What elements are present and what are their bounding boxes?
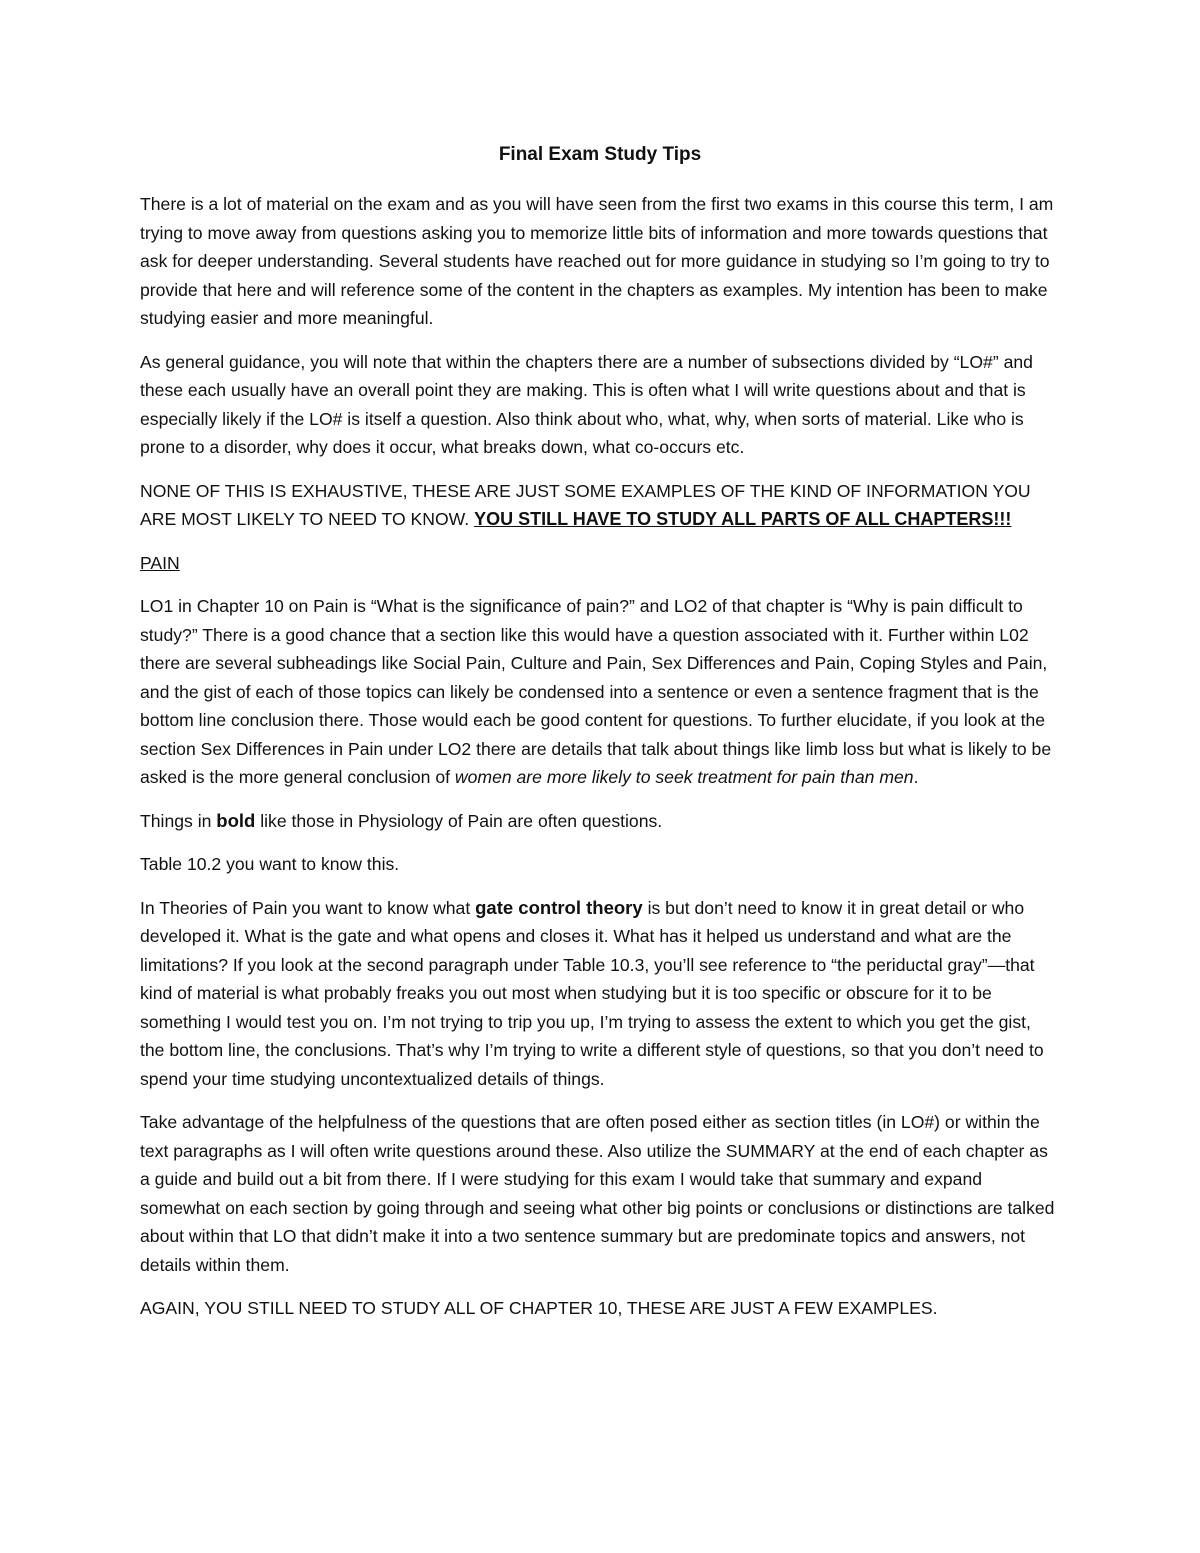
theories-pre: In Theories of Pain you want to know what [140,897,476,918]
disclaimer-emphasis: YOU STILL HAVE TO STUDY ALL PARTS OF ALL CHAPTERS!!! [474,509,1012,529]
theories-post: is but don’t need to know it in great detail or who developed it. What is the gate and what opens and closes it. What has it helped us understand and what are the limitations? If you look at the second paragraph under Table 10.3, you’ll see reference to “the periductal gray”—that kind of material is what probably freaks you out most when studying but it is too specific or obscure for it to be something I would test you on. I’m not trying to trip you up, I’m trying to assess the extent to which you get the gist, the bottom line, the conclusions. That’s why I’m trying to write a different style of questions, so that you don’t need to spend your time studying uncontextualized details of things. [140,897,1044,1089]
bold-note-post: like those in Physiology of Pain are often questions. [255,810,663,831]
theories-paragraph [140,894,1060,1094]
pain-paragraph-text: LO1 in Chapter 10 on Pain is “What is the significance of pain?” and LO2 of that chapter is “Why is pain difficult to study?” There is a good chance that a section like this would have a question associated with it. Further within L02 there are several subheadings like Social Pain, Culture and Pain, Sex Differences and Pain, Coping Styles and Pain, and the gist of each of those topics can likely be condensed into a sentence or even a sentence fragment that is the bottom line conclusion there. Those would each be good content for questions. To further elucidate, if you look at the section Sex Differences in Pain under LO2 there are details that talk about things like limb loss but what is likely to be asked is the more general conclusion of [140,596,1052,787]
bold-note-paragraph [140,807,1060,836]
section-heading-pain: PAIN [140,552,180,573]
pain-paragraph-end: . [913,767,919,787]
document-page [140,140,1060,1338]
document-title: Final Exam Study Tips [498,144,702,165]
pain-paragraph [140,592,1060,792]
bold-note-bold: bold [216,809,256,831]
intro-paragraph: There is a lot of material on the exam and as you will have seen from the first two exams in this course this term, I am trying to move away from questions asking you to memorize little bits of information and more towards questions that ask for deeper understanding. Several students have reached out for more guidance in studying so I’m going to try to provide that here and will reference some of the content in the chapters as examples. My intention has been to make studying easier and more meaningful. [140,194,1054,328]
disclaimer-text: NONE OF THIS IS EXHAUSTIVE, THESE ARE JUST SOME EXAMPLES OF THE KIND OF INFORMATION YOU ARE MOST LIKELY TO NEED TO KNOW. [140,480,1031,529]
pain-paragraph-italic: women are more likely to seek treatment for pain than men [454,767,914,787]
disclaimer-paragraph [140,477,1060,534]
advantage-paragraph: Take advantage of the helpfulness of the questions that are often posed either as section titles (in LO#) or within the text paragraphs as I will often write questions around these. Also utilize the SUMMARY at the end of each chapter as a guide and build out a bit from there. If I were studying for this exam I would take that summary and expand somewhat on each section by going through and seeing what other big points or conclusions or distinctions are talked about within that LO that didn’t make it into a two sentence summary but are predominate topics and answers, not details within them. [140,1112,1055,1275]
closing-paragraph: AGAIN, YOU STILL NEED TO STUDY ALL OF CHAPTER 10, THESE ARE JUST A FEW EXAMPLES. [140,1298,938,1318]
theories-bold: gate control theory [475,896,643,918]
general-guidance-paragraph: As general guidance, you will note that within the chapters there are a number of subsections divided by “LO#” and these each usually have an overall point they are making. This is often what I will write questions about and that is especially likely if the LO# is itself a question. Also think about who, what, why, when sorts of material. Like who is prone to a disorder, why does it occur, what breaks down, what co-occurs etc. [140,351,1033,457]
table-note-paragraph: Table 10.2 you want to know this. [140,854,400,874]
bold-note-pre: Things in [140,810,217,831]
